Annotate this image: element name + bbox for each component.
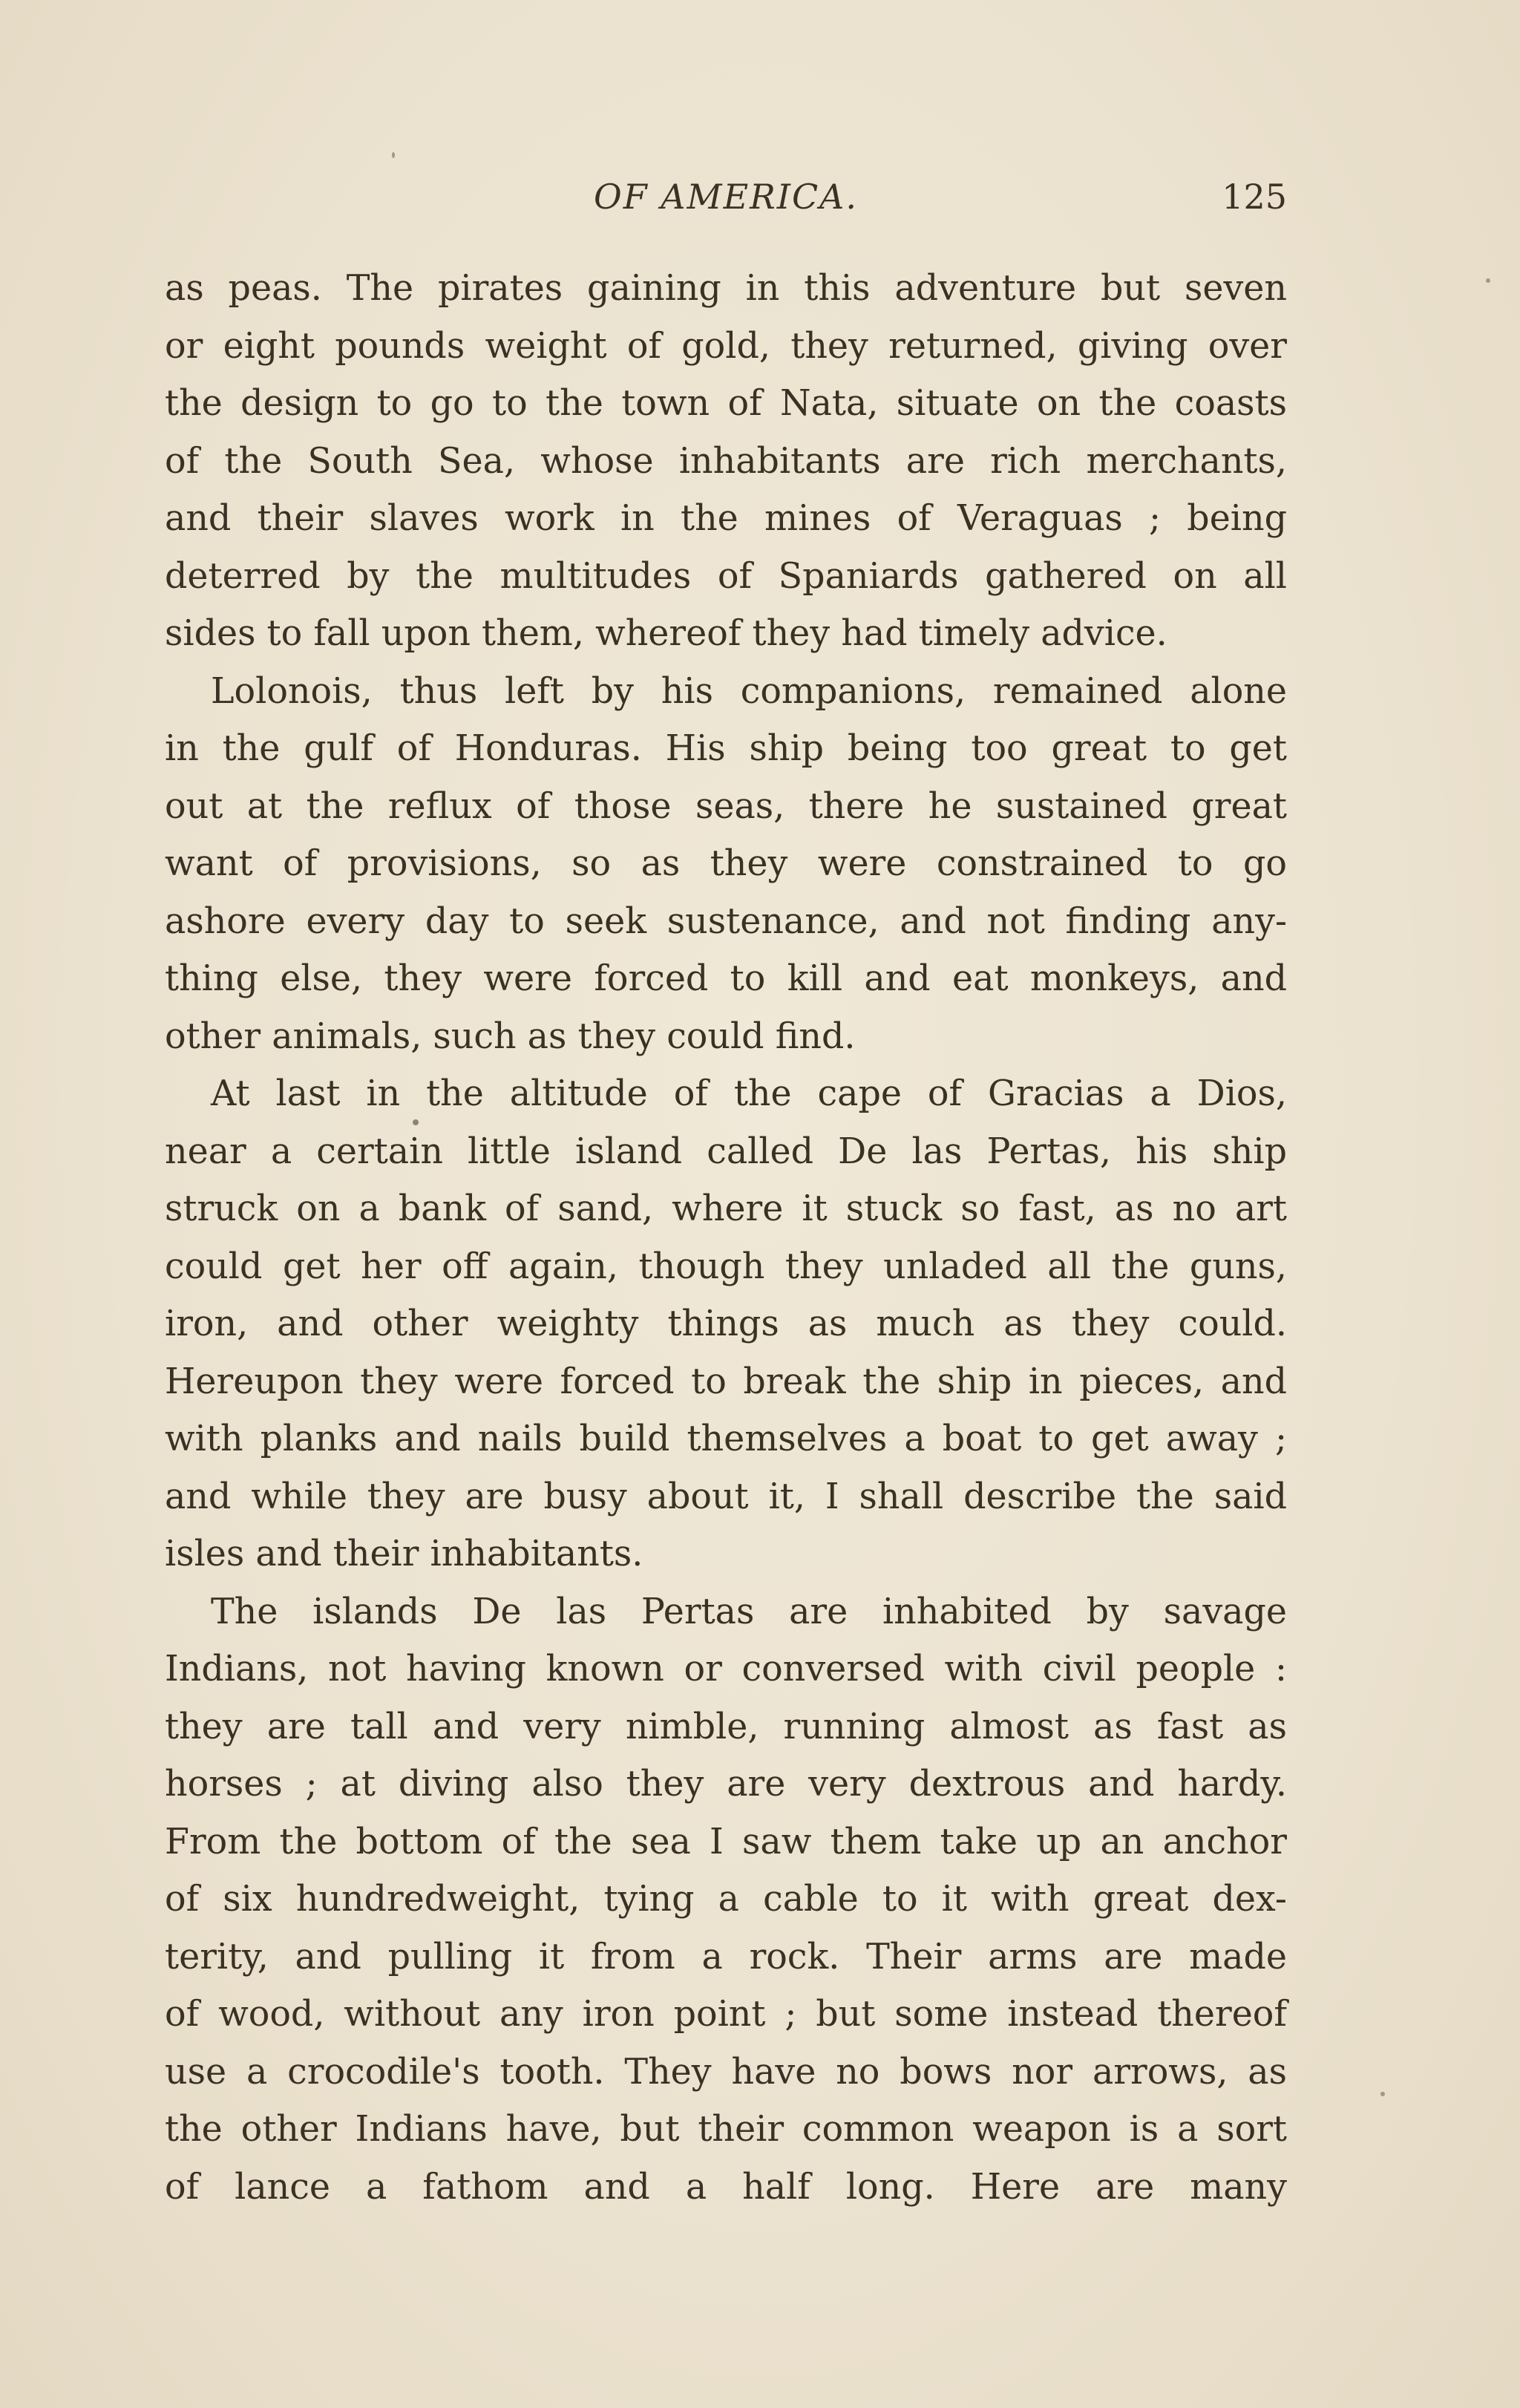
paper-speck (1486, 278, 1490, 283)
text-line: struck on a bank of sand, where it stuck so fast, as no art (165, 1188, 1287, 1229)
text-line: and their slaves work in the mines of Veraguas ; being (165, 498, 1287, 539)
text-line: they are tall and very nimble, running almost as fast as (165, 1706, 1287, 1747)
body-text (165, 260, 1287, 2216)
text-line: use a crocodile's tooth. They have no bows nor arrows, as (165, 2051, 1287, 2093)
text-line: other animals, such as they could find. (165, 1015, 856, 1057)
text-line: iron, and other weighty things as much as they could. (165, 1303, 1287, 1344)
running-title: OF AMERICA. (594, 177, 858, 217)
text-line: in the gulf of Honduras. His ship being too great to get (165, 728, 1287, 769)
text-line: horses ; at diving also they are very dextrous and hardy. (165, 1764, 1287, 1805)
paper-speck (413, 1119, 419, 1125)
text-line: out at the reflux of those seas, there he sustained great (165, 785, 1287, 827)
text-line: Hereupon they were forced to break the ship in pieces, and (165, 1361, 1287, 1402)
text-line: sides to fall upon them, whereof they had timely advice. (165, 613, 1167, 654)
paper-speck (1380, 2092, 1385, 2096)
paragraph (165, 663, 1287, 1066)
text-line: The islands De las Pertas are inhabited by savage (211, 1591, 1287, 1632)
text-line: want of provisions, so as they were constrained to go (165, 843, 1287, 884)
text-line: the design to go to the town of Nata, situate on the coasts (165, 383, 1287, 424)
text-line: near a certain little island called De las Pertas, his ship (165, 1131, 1287, 1172)
text-line: could get her off again, though they unladed all the guns, (165, 1246, 1287, 1287)
paragraph (165, 1583, 1287, 2216)
paper-speck (392, 152, 395, 158)
text-line: terity, and pulling it from a rock. Their arms are made (165, 1936, 1287, 1977)
text-line: with planks and nails build themselves a boat to get away ; (165, 1419, 1287, 1459)
text-line: Indians, not having known or conversed with civil people : (165, 1649, 1287, 1689)
text-line: of lance a fathom and a half long. Here are many (165, 2166, 1287, 2208)
text-line: of six hundredweight, tying a cable to it with great dex- (165, 1879, 1287, 1920)
running-head (165, 177, 1287, 229)
text-line: thing else, they were forced to kill and eat monkeys, and (165, 958, 1287, 999)
text-line: Lolonois, thus left by his companions, remained alone (211, 670, 1287, 712)
text-line: of the South Sea, whose inhabitants are rich merchants, (165, 440, 1287, 482)
text-line: isles and their inhabitants. (165, 1534, 643, 1574)
text-line: the other Indians have, but their common weapon is a sort (165, 2109, 1287, 2150)
paragraph (165, 260, 1287, 663)
text-line: At last in the altitude of the cape of Gracias a Dios, (211, 1073, 1287, 1114)
text-line: deterred by the multitudes of Spaniards gathered on all (165, 555, 1287, 597)
page-number: 125 (1222, 177, 1287, 217)
paragraph (165, 1065, 1287, 1583)
text-line: ashore every day to seek sustenance, and not finding any- (165, 900, 1287, 942)
text-line: or eight pounds weight of gold, they returned, giving over (165, 325, 1287, 367)
text-line: and while they are busy about it, I shall describe the said (165, 1476, 1287, 1517)
text-line: From the bottom of the sea I saw them take up an anchor (165, 1821, 1287, 1862)
text-line: of wood, without any iron point ; but some instead thereof (165, 1994, 1287, 2035)
text-line: as peas. The pirates gaining in this adventure but seven (165, 268, 1287, 309)
